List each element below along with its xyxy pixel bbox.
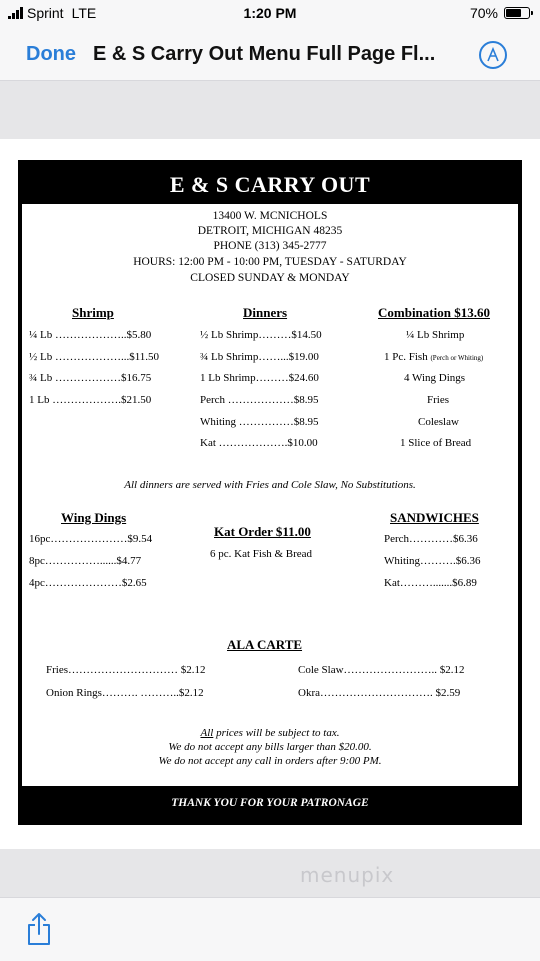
bottom-toolbar	[0, 897, 540, 961]
ala-carte-heading: ALA CARTE	[227, 637, 303, 652]
shrimp-item: ¼ Lb ………………..$5.80	[29, 329, 152, 341]
kat-order-text: 6 pc. Kat Fish & Bread	[210, 548, 313, 560]
sandwiches-heading: SANDWICHES	[390, 510, 479, 525]
kat-order-heading: Kat Order $11.00	[214, 524, 311, 539]
page-title: E & S Carry Out Menu Full Page Fl...	[93, 43, 436, 65]
menupix-watermark: menupix	[300, 863, 395, 887]
sandwich-item: Perch…………$6.36	[384, 533, 478, 545]
call-in-note: We do not accept any call in orders after 9:00 PM.	[158, 755, 382, 767]
combo-item: ¼ Lb Shrimp	[406, 329, 465, 341]
menu-frame	[18, 160, 522, 825]
tax-note-underline: All	[200, 727, 214, 739]
tax-note-rest: prices will be subject to tax.	[213, 727, 340, 739]
tax-note	[22, 727, 518, 739]
closed-line: CLOSED SUNDAY & MONDAY	[190, 272, 350, 284]
thank-you-footer: THANK YOU FOR YOUR PATRONAGE	[171, 797, 369, 809]
status-bar	[0, 0, 540, 30]
menu-body	[22, 204, 518, 786]
carrier-name: Sprint	[27, 5, 64, 21]
dinner-item: Kat ……………….$10.00	[200, 437, 318, 449]
fish-note: (Perch or Whiting)	[430, 354, 484, 362]
shrimp-item: ¾ Lb ………………$16.75	[29, 372, 152, 384]
shrimp-heading: Shrimp	[72, 305, 114, 320]
combo-item: 4 Wing Dings	[404, 372, 466, 384]
ala-carte-item: Fries………………………… $2.12	[46, 664, 206, 676]
battery-icon	[504, 7, 530, 19]
battery-percent: 70%	[469, 5, 498, 21]
done-button[interactable]: Done	[26, 43, 76, 65]
dinner-item: Perch ………………$8.95	[200, 394, 319, 406]
city-line: DETROIT, MICHIGAN 48235	[197, 225, 343, 237]
combo-item-label: 1 Pc. Fish	[384, 351, 428, 363]
wing-item: 8pc……………......$4.77	[29, 555, 142, 567]
sandwich-item: Kat……….......$6.89	[384, 577, 477, 589]
shrimp-item: ½ Lb ………………...$11.50	[29, 351, 160, 363]
document-page[interactable]	[0, 139, 540, 849]
dinner-item: ½ Lb Shrimp………$14.50	[200, 329, 322, 341]
dinner-note: All dinners are served with Fries and Cole Slaw, No Substitutions.	[124, 479, 416, 491]
dinners-heading: Dinners	[243, 305, 288, 320]
combo-item	[384, 351, 483, 363]
shrimp-item: 1 Lb ……………….$21.50	[29, 394, 152, 406]
combo-item: 1 Slice of Bread	[400, 437, 472, 449]
dinner-item: 1 Lb Shrimp………$24.60	[200, 372, 319, 384]
bills-note: We do not accept any bills larger than $20.00.	[168, 741, 372, 753]
ala-carte-item: Okra…………………………. $2.59	[298, 687, 461, 699]
combo-item: Coleslaw	[418, 416, 459, 428]
hours-line: HOURS: 12:00 PM - 10:00 PM, TUESDAY - SATURDAY	[133, 256, 407, 268]
dinner-item: Whiting ……………$8.95	[200, 416, 319, 428]
viewer-background-top	[0, 81, 540, 139]
wing-dings-heading: Wing Dings	[61, 510, 127, 525]
combination-heading: Combination $13.60	[378, 305, 490, 320]
ala-carte-item: Cole Slaw…………………….. $2.12	[298, 664, 465, 676]
dinner-item: ¾ Lb Shrimp……...$19.00	[200, 351, 319, 363]
wing-item: 4pc…………………$2.65	[29, 577, 147, 589]
nav-bar	[0, 30, 540, 81]
markup-pen-icon[interactable]	[479, 41, 507, 69]
menu-title: E & S CARRY OUT	[169, 172, 371, 197]
sandwich-item: Whiting……….$6.36	[384, 555, 481, 567]
battery-info	[470, 5, 530, 21]
wing-item: 16pc…………………$9.54	[29, 533, 153, 545]
phone-line: PHONE (313) 345-2777	[213, 240, 327, 252]
combo-item: Fries	[427, 394, 449, 406]
share-icon[interactable]	[26, 912, 52, 946]
viewer-background-bottom	[0, 849, 540, 897]
clock: 1:20 PM	[243, 5, 297, 21]
ala-carte-item: Onion Rings………. ………..$2.12	[46, 687, 204, 699]
address-line: 13400 W. MCNICHOLS	[212, 210, 328, 222]
network-type: LTE	[71, 5, 97, 21]
